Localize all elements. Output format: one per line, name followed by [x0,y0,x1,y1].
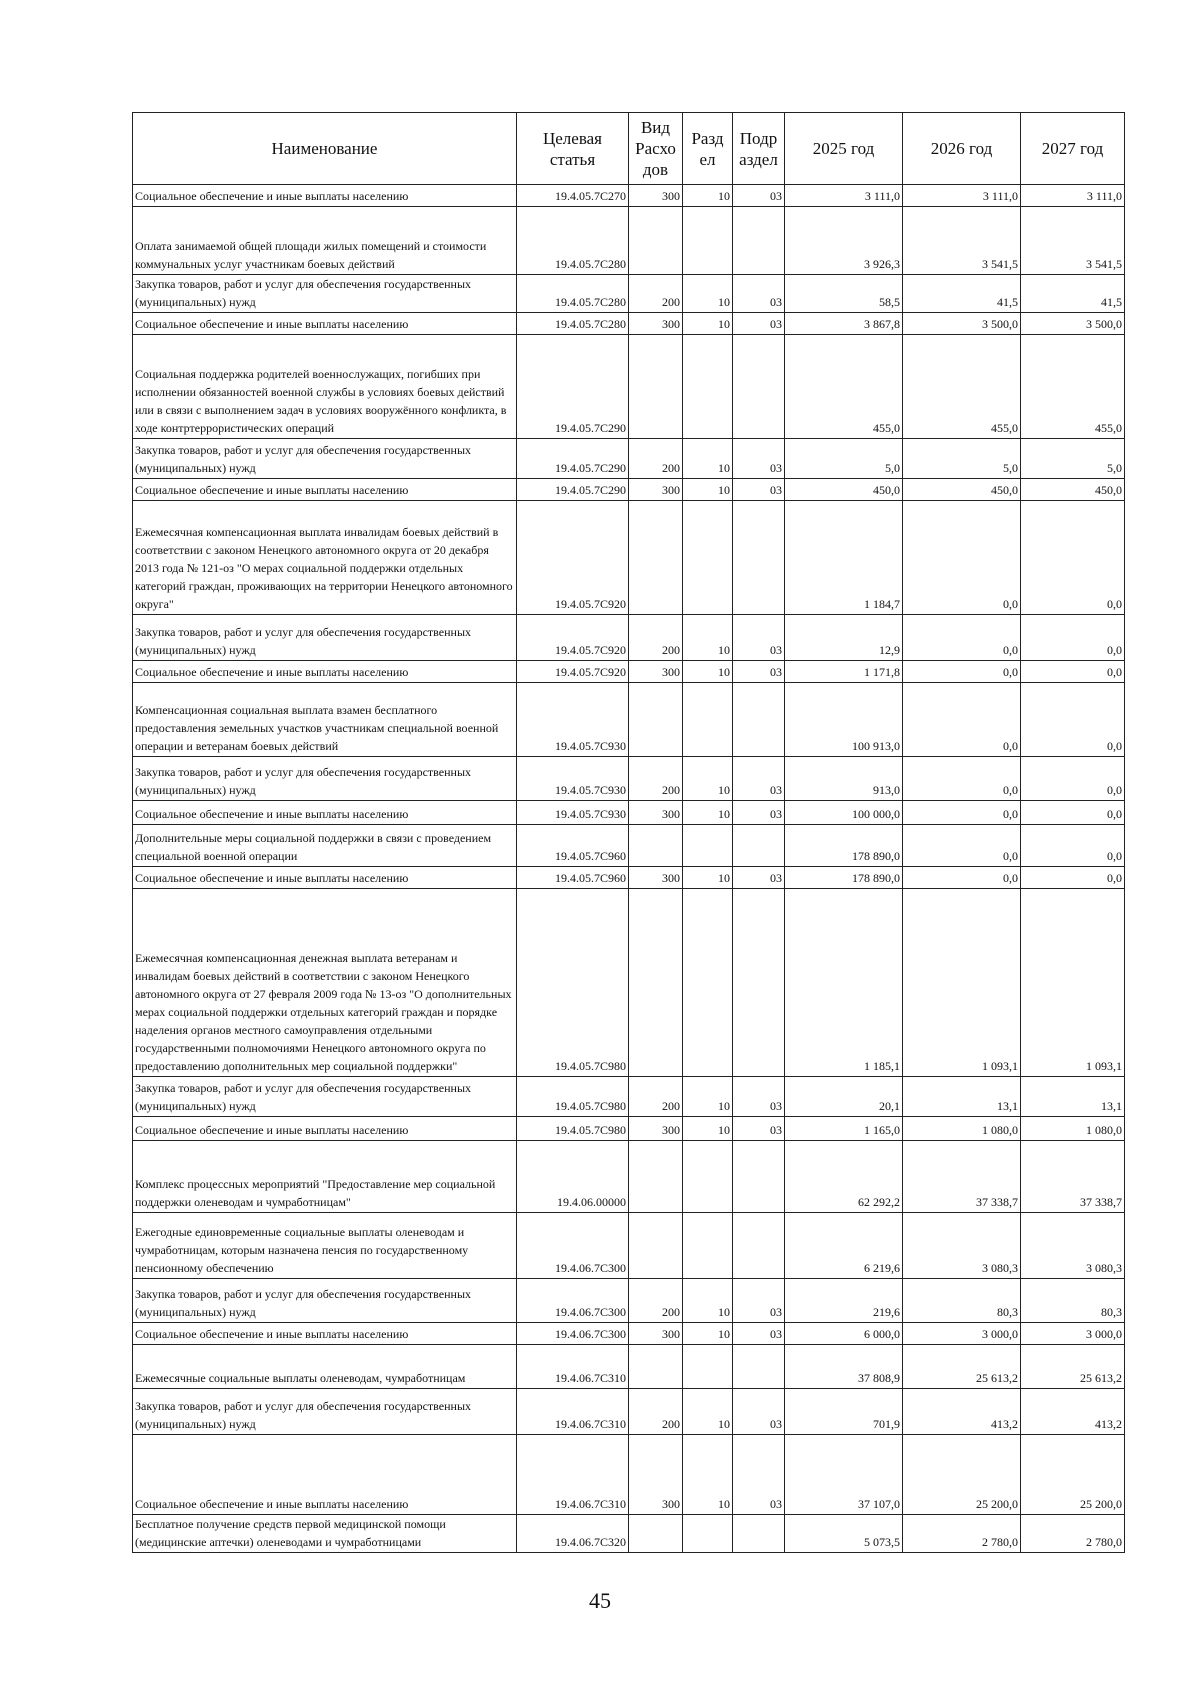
cell-podr: 03 [733,313,785,335]
cell-y2026: 41,5 [903,275,1021,313]
table-row [133,683,1125,757]
table-row [133,1345,1125,1389]
cell-name: Дополнительные меры социальной поддержки в связи с проведением специальной военной операции [133,825,517,867]
table-row [133,479,1125,501]
cell-razd [683,207,733,275]
cell-y2025: 37 808,9 [785,1345,903,1389]
header-2026: 2026 год [903,113,1021,185]
cell-vid [629,1213,683,1279]
cell-name: Бесплатное получение средств первой медицинской помощи (медицинские аптечки) оленеводами и чумработницами [133,1515,517,1553]
cell-y2026: 3 500,0 [903,313,1021,335]
cell-y2025: 37 107,0 [785,1435,903,1515]
cell-vid: 200 [629,1077,683,1117]
cell-code: 19.4.05.7С930 [517,757,629,801]
cell-y2026: 25 200,0 [903,1435,1021,1515]
cell-razd: 10 [683,439,733,479]
table-row [133,275,1125,313]
cell-y2026: 3 000,0 [903,1323,1021,1345]
cell-y2027: 2 780,0 [1021,1515,1125,1553]
cell-y2026: 413,2 [903,1389,1021,1435]
cell-razd [683,683,733,757]
cell-code: 19.4.05.7С930 [517,801,629,825]
cell-code: 19.4.06.7С300 [517,1213,629,1279]
cell-y2026: 1 080,0 [903,1117,1021,1141]
cell-name: Закупка товаров, работ и услуг для обеспечения государственных (муниципальных) нужд [133,615,517,661]
cell-code: 19.4.06.7С320 [517,1515,629,1553]
cell-y2025: 20,1 [785,1077,903,1117]
cell-razd: 10 [683,313,733,335]
cell-y2027: 3 541,5 [1021,207,1125,275]
cell-y2025: 5,0 [785,439,903,479]
cell-name: Ежегодные единовременные социальные выплаты оленеводам и чумработницам, которым назначена пенсия по государственному пенсионному обеспечению [133,1213,517,1279]
cell-name: Социальное обеспечение и иные выплаты населению [133,661,517,683]
table-row [133,1141,1125,1213]
cell-y2027: 25 613,2 [1021,1345,1125,1389]
cell-vid: 300 [629,1323,683,1345]
cell-y2026: 450,0 [903,479,1021,501]
table-row [133,1117,1125,1141]
cell-name: Ежемесячная компенсационная денежная выплата ветеранам и инвалидам боевых действий в соответствии с законом Ненецкого автономного округа от 27 февраля 2009 года № 13-оз "О дополнительных мерах социальной поддержки отдельных категорий граждан и порядке наделения органов местного самоуправления отдельными государственными полномочиями Ненецкого автономного округа по предоставлению дополнительных мер социальной поддержки" [133,889,517,1077]
cell-podr [733,683,785,757]
cell-name: Социальное обеспечение и иные выплаты населению [133,313,517,335]
cell-code: 19.4.05.7С920 [517,661,629,683]
cell-vid: 300 [629,313,683,335]
cell-razd: 10 [683,867,733,889]
cell-vid: 200 [629,1279,683,1323]
cell-podr [733,501,785,615]
cell-razd [683,1213,733,1279]
cell-y2027: 0,0 [1021,867,1125,889]
cell-y2025: 450,0 [785,479,903,501]
header-name: Наименование [133,113,517,185]
cell-razd: 10 [683,1323,733,1345]
cell-vid [629,207,683,275]
table-row [133,801,1125,825]
table-row [133,615,1125,661]
cell-vid: 300 [629,1435,683,1515]
cell-code: 19.4.05.7С960 [517,867,629,889]
cell-y2026: 0,0 [903,867,1021,889]
cell-y2027: 0,0 [1021,501,1125,615]
cell-y2026: 3 080,3 [903,1213,1021,1279]
cell-code: 19.4.05.7С280 [517,313,629,335]
cell-y2027: 25 200,0 [1021,1435,1125,1515]
cell-y2026: 0,0 [903,501,1021,615]
cell-code: 19.4.05.7С290 [517,335,629,439]
table-row [133,1389,1125,1435]
cell-y2027: 3 080,3 [1021,1213,1125,1279]
table-row [133,313,1125,335]
cell-vid: 300 [629,185,683,207]
cell-y2027: 3 000,0 [1021,1323,1125,1345]
cell-y2027: 1 080,0 [1021,1117,1125,1141]
cell-code: 19.4.05.7С980 [517,889,629,1077]
table-row [133,1213,1125,1279]
cell-y2026: 37 338,7 [903,1141,1021,1213]
table-row [133,825,1125,867]
cell-razd: 10 [683,185,733,207]
cell-y2027: 80,3 [1021,1279,1125,1323]
cell-name: Комплекс процессных мероприятий "Предоставление мер социальной поддержки оленеводам и чумработницам" [133,1141,517,1213]
cell-razd [683,1141,733,1213]
cell-name: Социальное обеспечение и иные выплаты населению [133,185,517,207]
cell-vid [629,683,683,757]
cell-razd: 10 [683,479,733,501]
cell-y2025: 100 000,0 [785,801,903,825]
cell-vid [629,335,683,439]
cell-vid: 300 [629,479,683,501]
cell-code: 19.4.06.7С310 [517,1435,629,1515]
table-row [133,661,1125,683]
cell-podr: 03 [733,615,785,661]
page-number: 45 [589,1588,611,1613]
cell-vid: 300 [629,801,683,825]
cell-razd [683,889,733,1077]
cell-podr [733,1515,785,1553]
cell-y2025: 5 073,5 [785,1515,903,1553]
cell-name: Закупка товаров, работ и услуг для обеспечения государственных (муниципальных) нужд [133,1389,517,1435]
cell-vid: 200 [629,757,683,801]
cell-y2027: 0,0 [1021,825,1125,867]
cell-y2025: 12,9 [785,615,903,661]
cell-name: Оплата занимаемой общей площади жилых помещений и стоимости коммунальных услуг участникам боевых действий [133,207,517,275]
cell-y2026: 0,0 [903,825,1021,867]
cell-vid [629,825,683,867]
cell-y2025: 701,9 [785,1389,903,1435]
table-row [133,185,1125,207]
cell-name: Социальное обеспечение и иные выплаты населению [133,801,517,825]
table-row [133,1077,1125,1117]
cell-y2026: 80,3 [903,1279,1021,1323]
cell-y2025: 62 292,2 [785,1141,903,1213]
cell-name: Социальное обеспечение и иные выплаты населению [133,867,517,889]
cell-podr: 03 [733,661,785,683]
cell-podr [733,1141,785,1213]
table-row [133,1435,1125,1515]
cell-vid: 300 [629,1117,683,1141]
cell-podr: 03 [733,757,785,801]
cell-razd: 10 [683,1435,733,1515]
cell-razd: 10 [683,757,733,801]
cell-y2025: 178 890,0 [785,867,903,889]
cell-y2026: 455,0 [903,335,1021,439]
cell-code: 19.4.05.7С960 [517,825,629,867]
cell-y2025: 1 165,0 [785,1117,903,1141]
cell-y2025: 100 913,0 [785,683,903,757]
cell-razd [683,335,733,439]
cell-podr [733,1345,785,1389]
cell-code: 19.4.06.7С300 [517,1279,629,1323]
header-vid: Вид Расхо дов [629,113,683,185]
cell-y2027: 1 093,1 [1021,889,1125,1077]
cell-y2027: 13,1 [1021,1077,1125,1117]
cell-code: 19.4.05.7С270 [517,185,629,207]
table-body [133,185,1125,1553]
cell-podr [733,335,785,439]
cell-y2025: 58,5 [785,275,903,313]
cell-vid: 300 [629,661,683,683]
cell-y2026: 2 780,0 [903,1515,1021,1553]
cell-podr: 03 [733,185,785,207]
cell-podr: 03 [733,1323,785,1345]
cell-razd: 10 [683,275,733,313]
cell-code: 19.4.05.7С980 [517,1077,629,1117]
cell-y2026: 0,0 [903,683,1021,757]
cell-code: 19.4.06.7С310 [517,1345,629,1389]
cell-y2027: 0,0 [1021,615,1125,661]
table-row [133,501,1125,615]
cell-name: Закупка товаров, работ и услуг для обеспечения государственных (муниципальных) нужд [133,757,517,801]
table-row [133,889,1125,1077]
header-razd: Разд ел [683,113,733,185]
cell-razd: 10 [683,1389,733,1435]
cell-y2025: 3 111,0 [785,185,903,207]
cell-y2027: 455,0 [1021,335,1125,439]
cell-name: Социальное обеспечение и иные выплаты населению [133,1323,517,1345]
cell-y2027: 0,0 [1021,757,1125,801]
cell-y2026: 0,0 [903,661,1021,683]
table-row [133,335,1125,439]
cell-y2026: 13,1 [903,1077,1021,1117]
table-row [133,1515,1125,1553]
cell-name: Закупка товаров, работ и услуг для обеспечения государственных (муниципальных) нужд [133,275,517,313]
cell-vid: 300 [629,867,683,889]
cell-code: 19.4.05.7С290 [517,479,629,501]
cell-code: 19.4.05.7С290 [517,439,629,479]
table-row [133,1279,1125,1323]
cell-podr [733,207,785,275]
cell-code: 19.4.05.7С930 [517,683,629,757]
cell-y2026: 5,0 [903,439,1021,479]
cell-y2025: 6 000,0 [785,1323,903,1345]
cell-y2027: 450,0 [1021,479,1125,501]
cell-y2027: 3 500,0 [1021,313,1125,335]
cell-y2025: 1 185,1 [785,889,903,1077]
cell-podr: 03 [733,1117,785,1141]
cell-y2026: 0,0 [903,757,1021,801]
cell-razd [683,1515,733,1553]
table-row [133,1323,1125,1345]
cell-y2025: 3 867,8 [785,313,903,335]
cell-y2025: 3 926,3 [785,207,903,275]
cell-razd: 10 [683,1279,733,1323]
cell-podr [733,1213,785,1279]
cell-podr: 03 [733,439,785,479]
cell-code: 19.4.05.7С920 [517,501,629,615]
cell-y2025: 1 184,7 [785,501,903,615]
cell-y2027: 0,0 [1021,683,1125,757]
cell-podr: 03 [733,867,785,889]
cell-vid [629,501,683,615]
cell-name: Ежемесячная компенсационная выплата инвалидам боевых действий в соответствии с законом Ненецкого автономного округа от 20 декабря 2013 года № 121-оз "О мерах социальной поддержки отдельных категорий граждан, проживающих на территории Ненецкого автономного округа" [133,501,517,615]
cell-y2025: 219,6 [785,1279,903,1323]
cell-podr [733,825,785,867]
cell-podr: 03 [733,1279,785,1323]
cell-y2025: 913,0 [785,757,903,801]
cell-podr: 03 [733,1077,785,1117]
cell-vid [629,1515,683,1553]
table-row [133,867,1125,889]
table-row [133,439,1125,479]
cell-code: 19.4.06.00000 [517,1141,629,1213]
cell-y2027: 413,2 [1021,1389,1125,1435]
cell-name: Компенсационная социальная выплата взамен бесплатного предоставления земельных участков участникам специальной военной операции и ветеранам боевых действий [133,683,517,757]
cell-razd [683,825,733,867]
cell-y2026: 3 541,5 [903,207,1021,275]
cell-y2025: 455,0 [785,335,903,439]
cell-podr [733,889,785,1077]
table-row [133,207,1125,275]
cell-vid: 200 [629,615,683,661]
cell-y2026: 1 093,1 [903,889,1021,1077]
cell-razd [683,501,733,615]
cell-y2025: 1 171,8 [785,661,903,683]
cell-y2026: 0,0 [903,801,1021,825]
cell-y2027: 37 338,7 [1021,1141,1125,1213]
cell-y2025: 6 219,6 [785,1213,903,1279]
cell-code: 19.4.06.7С300 [517,1323,629,1345]
cell-podr: 03 [733,479,785,501]
cell-vid [629,1345,683,1389]
cell-y2027: 0,0 [1021,661,1125,683]
table-header-row [133,113,1125,185]
cell-vid: 200 [629,439,683,479]
cell-y2027: 0,0 [1021,801,1125,825]
cell-y2027: 3 111,0 [1021,185,1125,207]
cell-name: Социальное обеспечение и иные выплаты населению [133,1435,517,1515]
cell-name: Закупка товаров, работ и услуг для обеспечения государственных (муниципальных) нужд [133,439,517,479]
cell-code: 19.4.05.7С280 [517,275,629,313]
cell-code: 19.4.06.7С310 [517,1389,629,1435]
cell-y2026: 3 111,0 [903,185,1021,207]
cell-y2027: 5,0 [1021,439,1125,479]
cell-vid [629,889,683,1077]
cell-y2026: 0,0 [903,615,1021,661]
budget-table [132,112,1125,1553]
cell-razd [683,1345,733,1389]
cell-vid [629,1141,683,1213]
header-code: Целевая статья [517,113,629,185]
cell-code: 19.4.05.7С920 [517,615,629,661]
header-2027: 2027 год [1021,113,1125,185]
cell-vid: 200 [629,1389,683,1435]
cell-name: Социальное обеспечение и иные выплаты населению [133,479,517,501]
cell-name: Закупка товаров, работ и услуг для обеспечения государственных (муниципальных) нужд [133,1077,517,1117]
cell-name: Социальная поддержка родителей военнослужащих, погибших при исполнении обязанностей военной службы в условиях боевых действий или в связи с выполнением задач в условиях вооружённого конфликта, в ходе контртеррористических операций [133,335,517,439]
cell-razd: 10 [683,661,733,683]
cell-code: 19.4.05.7С280 [517,207,629,275]
cell-podr: 03 [733,275,785,313]
cell-razd: 10 [683,1077,733,1117]
cell-razd: 10 [683,1117,733,1141]
cell-razd: 10 [683,801,733,825]
cell-name: Социальное обеспечение и иные выплаты населению [133,1117,517,1141]
cell-y2027: 41,5 [1021,275,1125,313]
table-row [133,757,1125,801]
cell-razd: 10 [683,615,733,661]
header-2025: 2025 год [785,113,903,185]
cell-name: Ежемесячные социальные выплаты оленеводам, чумработницам [133,1345,517,1389]
cell-podr: 03 [733,1389,785,1435]
cell-podr: 03 [733,1435,785,1515]
cell-y2026: 25 613,2 [903,1345,1021,1389]
cell-code: 19.4.05.7С980 [517,1117,629,1141]
header-podr: Подр аздел [733,113,785,185]
cell-y2025: 178 890,0 [785,825,903,867]
cell-podr: 03 [733,801,785,825]
cell-vid: 200 [629,275,683,313]
cell-name: Закупка товаров, работ и услуг для обеспечения государственных (муниципальных) нужд [133,1279,517,1323]
